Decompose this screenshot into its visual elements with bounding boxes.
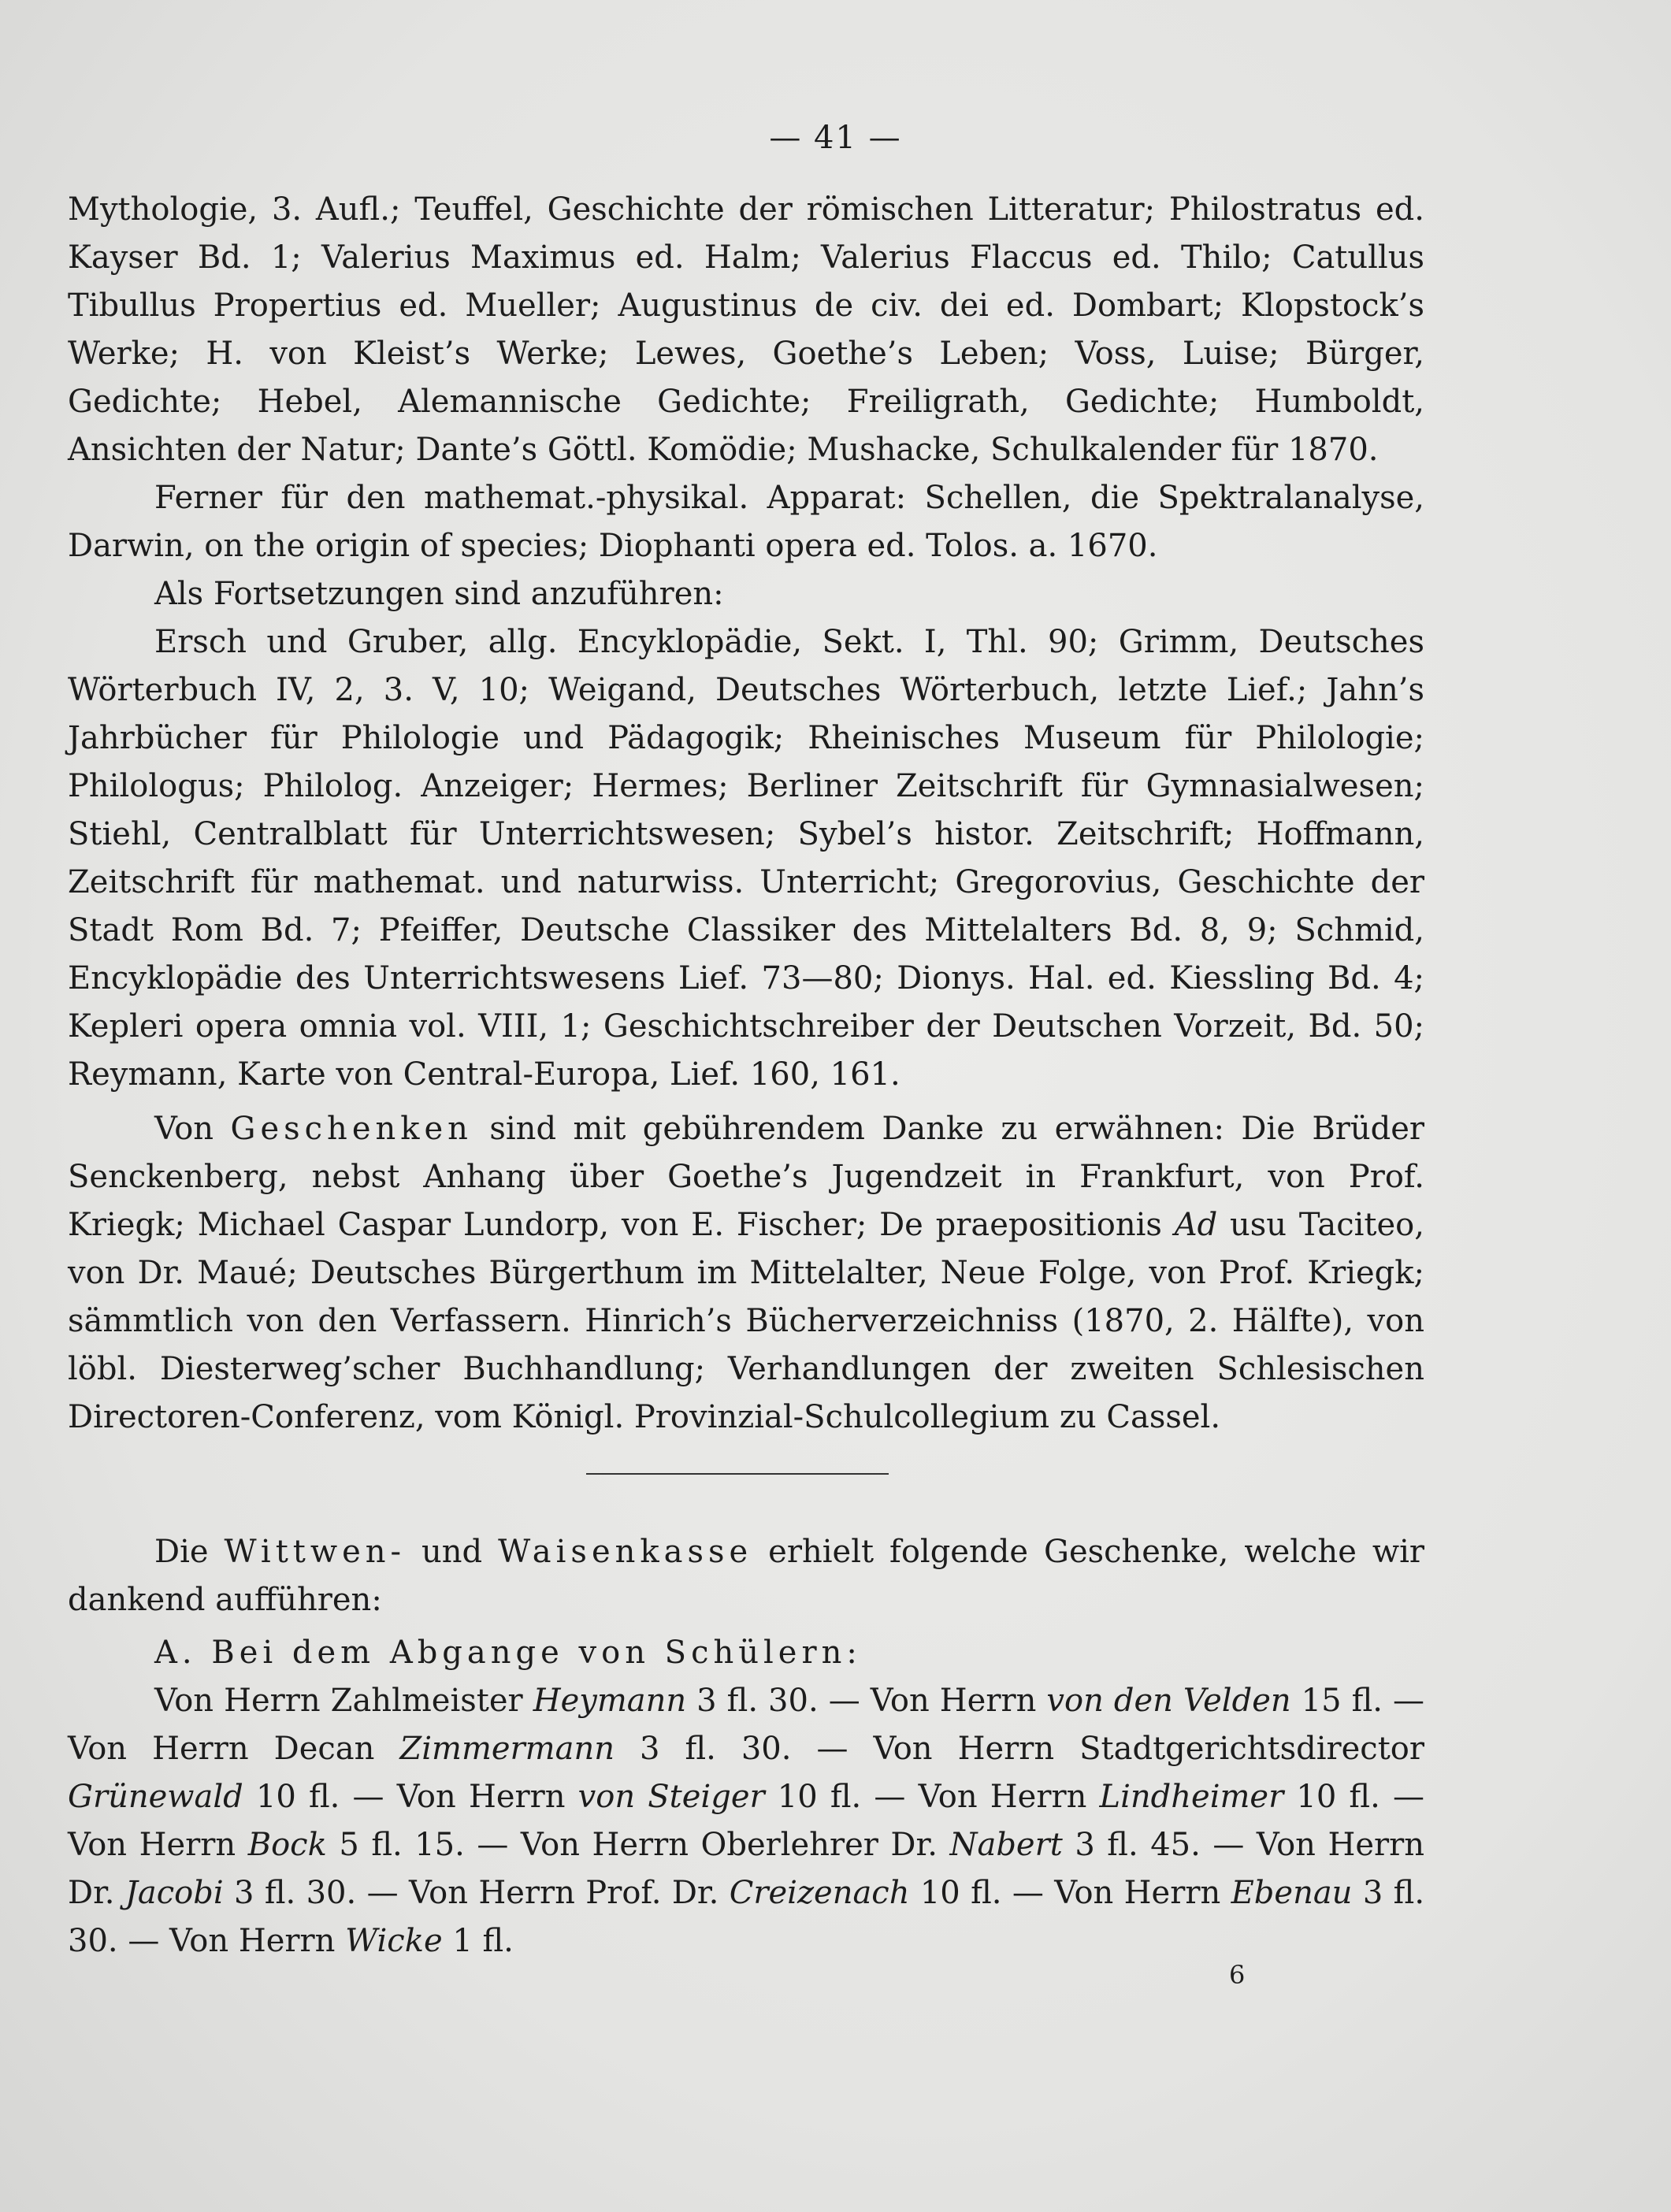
paragraph-physics-apparatus: Ferner für den mathemat.-physikal. Apparat: Schellen, die Spektralanalyse, Darwin, on the origin of species; Diophanti opera ed. Tolos. a. 1670. [68,480,1424,564]
subheading-departing-students: A. Bei dem Abgange von Schülern: [154,1635,862,1671]
donor-name: Lindheimer [1099,1779,1284,1815]
donation-text: 10 fl. — Von Herrn [919,1875,1221,1911]
gifts-spaced-word: Geschenken [230,1111,473,1147]
donor-name: von Steiger [577,1779,765,1815]
donor-name: Grünewald [68,1779,243,1815]
paragraph-gifts [68,1105,1424,1442]
gifts-lead-word: Von [154,1111,214,1147]
donor-name: Bock [247,1827,327,1863]
donor-name: Ebenau [1231,1875,1353,1911]
donor-name: Nabert [949,1827,1063,1863]
donor-name: von den Velden [1046,1683,1291,1719]
donation-text: 3 fl. 30. — Von Herrn Stadtgerichtsdirector [639,1731,1424,1767]
gifts-text-part-a: sind mit gebührendem Danke zu erwähnen: Die Brüder Senckenberg, nebst Anhang über Goethe’s Jugendzeit in Frankfurt, von Prof. Kriegk; Michael Caspar Lundorp, von E. Fischer; De praepositionis [68,1111,1424,1243]
fund-intro-und: und [421,1534,483,1570]
donor-name: Heymann [533,1683,687,1719]
paragraph-fund-intro [68,1528,1424,1624]
donor-name: Jacobi [124,1875,224,1911]
donation-text: 3 fl. 45. — Von Herrn Dr. [68,1827,1425,1911]
donation-text: 5 fl. 15. — Von Herrn Oberlehrer Dr. [339,1827,938,1863]
widows-orphans-fund-section [68,1528,1424,1965]
donation-text: 10 fl. — Von Herrn [777,1779,1087,1815]
paragraph-book-list: Mythologie, 3. Aufl.; Teuffel, Geschichte der römischen Litteratur; Philostratus ed. Kayser Bd. 1; Valerius Maximus ed. Halm; Valerius Flaccus ed. Thilo; Catullus Tibullus Propertius ed. Mueller; Augustinus de civ. dei ed. Dombart; Klopstock’s Werke; H. von Kleist’s Werke; Lewes, Goethe’s Leben; Voss, Luise; Bürger, Gedichte; Hebel, Alemannische Gedichte; Freiligrath, Gedichte; Humboldt, Ansichten der Natur; Dante’s Göttl. Komödie; Mushacke, Schulkalender für 1870. [68,191,1424,468]
donation-text: 15 fl. — Von Herrn Decan [68,1683,1425,1767]
donation-text: 3 fl. 30. — Von Herrn [696,1683,1037,1719]
fund-intro-waisenkasse: Waisenkasse [498,1534,753,1570]
donor-name: Creizenach [729,1875,910,1911]
donation-text: 3 fl. 30. — Von Herrn Prof. Dr. [234,1875,719,1911]
fund-intro-rest: erhielt folgende Geschenke, welche wir dankend aufführen: [68,1534,1424,1618]
gifts-italic-ad: Ad [1174,1207,1218,1243]
library-acquisitions-section [68,186,1424,1442]
donor-name: Zimmermann [399,1731,615,1767]
paragraph-continuations-heading: Als Fortsetzungen sind anzuführen: [154,576,724,612]
donation-text: 10 fl. — Von Herrn [255,1779,566,1815]
donation-text: Von Herrn Zahlmeister [154,1683,523,1719]
paragraph-continuations-list: Ersch und Gruber, allg. Encyklopädie, Sekt. I, Thl. 90; Grimm, Deutsches Wörterbuch IV, 2, 3. V, 10; Weigand, Deutsches Wörterbuch, letzte Lief.; Jahn’s Jahrbücher für Philologie und Pädagogik; Rheinisches Museum für Philologie; Philologus; Philolog. Anzeiger; Hermes; Berliner Zeitschrift für Gymnasialwesen; Stiehl, Centralblatt für Unterrichtswesen; Sybel’s histor. Zeitschrift; Hoffmann, Zeitschrift für mathemat. und naturwiss. Unterricht; Gregorovius, Geschichte der Stadt Rom Bd. 7; Pfeiffer, Deutsche Classiker des Mittelalters Bd. 8, 9; Schmid, Encyklopädie des Unterrichtswesens Lief. 73—80; Dionys. Hal. ed. Kiessling Bd. 4; Kepleri opera omnia vol. VIII, 1; Geschichtschreiber der Deutschen Vorzeit, Bd. 50; Reymann, Karte von Central-Europa, Lief. 160, 161. [68,624,1424,1093]
page-number: — 41 — [769,120,902,156]
paragraph-donations [68,1677,1424,1965]
gifts-text-part-b: usu Taciteo, von Dr. Maué; Deutsches Bürgerthum im Mittelalter, Neue Folge, von Prof. Kriegk; sämmtlich von den Verfassern. Hinrich’s Bücherverzeichniss (1870, 2. Hälfte), von löbl. Diesterweg’scher Buchhandlung; Verhandlungen der zweiten Schlesischen Directoren-Conferenz, vom Königl. Provinzial-Schulcollegium zu Cassel. [68,1207,1424,1435]
section-divider [586,1473,889,1475]
donation-text: 10 fl. — Von Herrn [68,1779,1424,1863]
donation-text: 3 fl. 30. — Von Herrn [68,1875,1425,1959]
fund-intro-die: Die [154,1534,209,1570]
printer-signature-mark: 6 [1229,1960,1246,1990]
donation-text: 1 fl. [452,1923,514,1959]
donor-name: Wicke [345,1923,443,1959]
fund-intro-wittwen: Wittwen- [224,1534,407,1570]
